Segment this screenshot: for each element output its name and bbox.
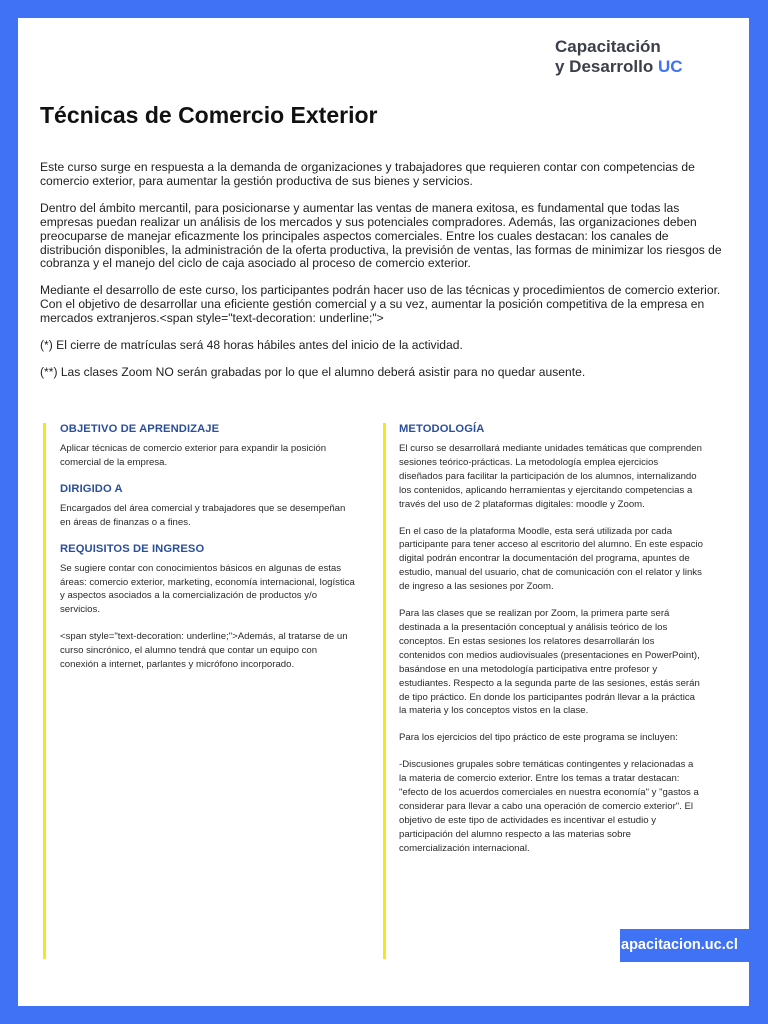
objective-body — [60, 442, 358, 470]
logo-line2 — [555, 57, 725, 77]
logo-line2-prefix: y Desarrollo — [555, 57, 658, 76]
website-url-badge[interactable]: apacitacion.uc.cl — [620, 929, 749, 962]
methodology-body — [399, 442, 703, 856]
methodology-paragraph: Para las clases que se realizan por Zoom, la primera parte será destinada a la presentación conceptual y análisis teórico de los conceptos. En estas sesiones los relatores desarrollarán los contenidos con medios audiovisuales (presentaciones en PowerPoint), basándose en una metodología participativa entre profesor y estudiantes. Respecto a la segunda parte de las sesiones, estás serán de tipo práctico. En donde los participantes podrán llevar a la práctica la materia y los conceptos vistos en la clase. — [399, 608, 700, 717]
audience-heading: DIRIGIDO A — [60, 482, 123, 495]
audience-body — [60, 502, 358, 530]
objective-text: Aplicar técnicas de comercio exterior para expandir la posición comercial de la empresa. — [60, 443, 327, 468]
intro-note-zoom: (**) Las clases Zoom NO serán grabadas por lo que el alumno deberá asistir para no quedar ausente. — [40, 364, 586, 379]
requirements-body — [60, 562, 358, 672]
requirements-text-1: Se sugiere contar con conocimientos básicos en algunas de estas áreas: comercio exterior, marketing, economía internacional, logística y aspectos asociados a la comercialización de productos y/o servicios. — [60, 562, 355, 616]
methodology-paragraph: Para los ejercicios del tipo práctico de este programa se incluyen: — [399, 732, 678, 744]
intro-paragraph-3: Mediante el desarrollo de este curso, los participantes podrán hacer uso de las técnicas y procedimientos de comercio exterior. Con el objetivo de desarrollar una eficiente gestión comercial y a su vez, aumentar la posición competitiva de la empresa en mercados extranjeros.<span style="text-decoration: underline;"> — [40, 283, 721, 326]
capacitacion-uc-logo — [555, 37, 725, 77]
left-column — [43, 423, 358, 959]
logo-uc: UC — [658, 57, 683, 76]
methodology-paragraph: El curso se desarrollará mediante unidades temáticas que comprenden sesiones teórico-prácticas. La metodología emplea ejercicios diseñados para facilitar la participación de los alumnos, internalizando los contenidos, aplicando herramientas y ejercitando competencias a través del uso de 2 plataformas digitales: moodle y Zoom. — [399, 443, 702, 510]
methodology-heading: METODOLOGÍA — [399, 423, 485, 435]
intro-paragraph-2: Dentro del ámbito mercantil, para posicionarse y aumentar las ventas de manera exitosa, es fundamental que todas las empresas puedan realizar un análisis de los mercados y sus potenciales compradores. Además, las organizaciones deben preocuparse de manejar eficazmente los principales aspectos comerciales. Entre los cuales destacan: los canales de distribución disponibles, la administración de la oferta productiva, la previsión de ventas, las formas de minimizar los riesgos de cobranza y el manejo del ciclo de caja asociado al proceso de comercio exterior. — [40, 200, 722, 271]
methodology-paragraph: En el caso de la plataforma Moodle, esta será utilizada por cada participante para tener acceso al escritorio del alumno. En este espacio digital podrán encontrar la documentación del programa, apuntes de estudio, manual del usuario, chat de comunicación con el relator y links de ingreso a las sesiones por Zoom. — [399, 525, 703, 593]
requirements-section — [60, 543, 358, 672]
logo-line1: Capacitación — [555, 37, 661, 56]
audience-section — [60, 483, 358, 530]
intro-note-enrollment: (*) El cierre de matrículas será 48 horas hábiles antes del inicio de la actividad. — [40, 338, 463, 353]
page-title: Técnicas de Comercio Exterior — [40, 102, 378, 128]
right-column — [383, 423, 703, 959]
objective-section — [60, 423, 358, 470]
methodology-paragraph: -Discusiones grupales sobre temáticas contingentes y relacionadas a la materia de comercio exterior. Entre los temas a tratar destacan: "efecto de los acuerdos comerciales en nuestra economía" y "gastos a considerar para llevar a cabo una operación de comercio exterior". El objetivo de este tipo de actividades es incentivar el estudio y participación del alumno respecto a las materias sobre comercialización internacional. — [399, 759, 699, 854]
objective-heading: OBJETIVO DE APRENDIZAJE — [60, 423, 220, 435]
requirements-heading: REQUISITOS DE INGRESO — [60, 542, 205, 555]
intro-paragraph-1: Este curso surge en respuesta a la demanda de organizaciones y trabajadores que requieren contar con competencias de comercio exterior, para aumentar la gestión productiva de sus bienes y servicios. — [40, 160, 695, 188]
intro-text — [40, 161, 730, 393]
requirements-text-2: <span style="text-decoration: underline;">Además, al tratarse de un curso sincrónico, el alumno tendrá que contar un equipo con conexión a internet, parlantes y micrófono incorporado. — [60, 631, 348, 671]
document-page — [18, 18, 749, 1006]
audience-text: Encargados del área comercial y trabajadores que se desempeñan en áreas de finanzas o a fines. — [60, 502, 346, 528]
